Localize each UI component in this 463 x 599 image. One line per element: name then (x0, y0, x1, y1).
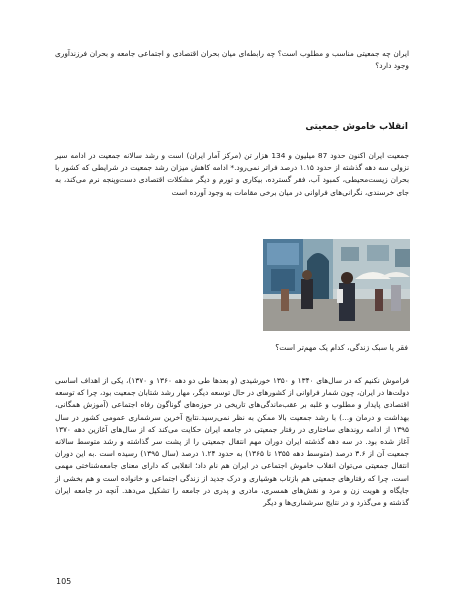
street-scene-illustration (263, 239, 410, 331)
photo-caption: فقر یا سبک زندگی، کدام یک مهم‌تر است؟ (275, 343, 408, 352)
section-paragraph: جمعیت ایران اکنون حدود 87 میلیون و 134 هزار تن (مرکز آمار ایران) است و رشد سالانه جمعیت در ادامه سیر نزولی سه دهه گذشته از حدود ۱.۱۵ درصد فراتر نمی‌رود.* ادامه کاهش میزان رشد جمعیت در شرایطی که کشور با بحران زیست‌محیطی، کمبود آب، فقر گسترده، بیکاری و تورم و دیگر مشکلات اقتصادی دست‌وپنجه نرم می‌کند، به جای خرسندی، نگرانی‌های فراوانی در میان برخی مقامات به وجود آورده است (55, 151, 410, 197)
page-number: 105 (56, 577, 72, 586)
body-paragraph: فراموش نکنیم که در سال‌های ۱۳۴۰ و ۱۳۵۰ خورشیدی (و بعدها طی دو دهه ۱۳۶۰ و ۱۳۷۰)، یکی از اهداف اساسی دولت‌ها در ایران، چون شمار فراوانی از کشورهای در حال توسعه دیگر، مهار رشد شتابان جمعیت بود، چرا که توسعه اقتصادی پایدار و مطلوب و غلبه بر عقب‌ماندگی‌های تاریخی در حوزه‌های گوناگون رفاه اجتماعی (آموزش همگانی، بهداشت و درمان و...) با رشد جمعیت بالا ممکن به نظر نمی‌رسید.نتایج آخرین سرشماری عمومی کشور در سال ۱۳۹۵ از ادامه روندهای ساختاری در رفتار جمعیتی در جامعه ایران حکایت می‌کند که از سال‌های آغازین دهه ۱۳۷۰ آغاز شده بود. در سه دهه گذشته ایران دوران مهم انتقال جمعیتی را از پشت سر گذاشته و رشد متوسط سالانه جمعیت آن از ۳.۶ درصد (متوسط دهه ۱۳۵۵ تا ۱۳۶۵) به حدود ۱.۲۴ درصد (سال ۱۳۹۵) رسیده است .به این دوران انتقال جمعیتی می‌توان انقلاب خاموش اجتماعی در ایران هم نام داد؛ انقلابی که دارای معنای جامعه‌شناختی مهمی است، چرا که رفتارهای جمعیتی هم بازتاب هوشیاری و درک جدید از زندگی اجتماعی و خانواده است و هم بخشی از جایگاه و هویت زن و مرد و نقش‌های همسری، مادری و پدری در جامعه را تشکیل می‌دهد. آنچه در جامعه ایران گذشته و می‌گذرد و در نتایج سرشماری‌ها و دیگر (55, 376, 409, 508)
intro-paragraph: ایران چه جمعیتی مناسب و مطلوب است؟ چه رابطه‌ای میان بحران اقتصادی و اجتماعی جامعه و بحران فرزندآوری وجود دارد؟ (55, 49, 409, 71)
street-scene-photo (263, 239, 410, 331)
section-heading: انقلاب خاموش جمعیتی (305, 122, 408, 132)
